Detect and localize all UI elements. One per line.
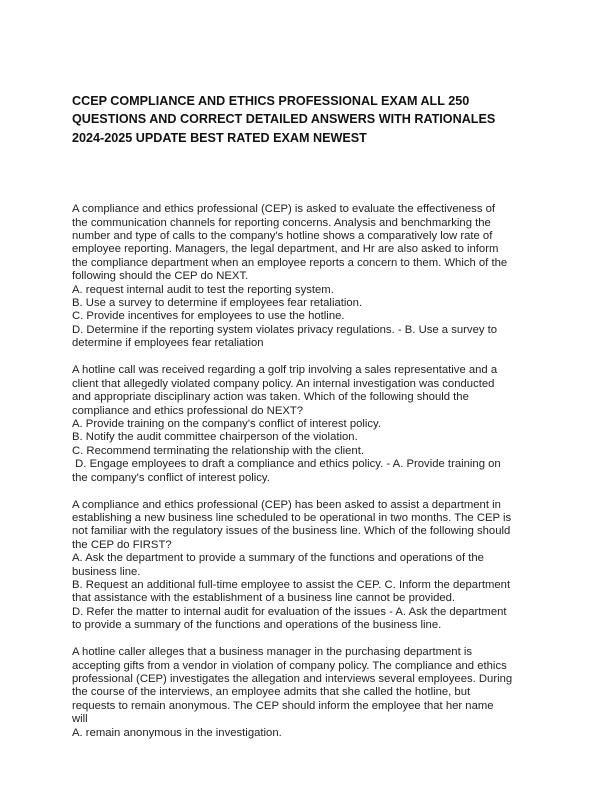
question-block-3 (72, 499, 542, 633)
option-line: to provide a summary of the functions and operations of the business line. (72, 619, 442, 632)
text-line: the compliance department when an employee reports a concern to them. Which of the (72, 256, 508, 269)
title-line: 2024-2025 UPDATE BEST RATED EXAM NEWEST (72, 130, 367, 145)
document-title (72, 92, 542, 147)
text-line: the communication channels for reporting concerns. Analysis and benchmarking the (72, 216, 491, 229)
option-line: D. Engage employees to draft a compliance and ethics policy. - A. Provide training on (72, 458, 501, 471)
text-line: A compliance and ethics professional (CEP) is asked to evaluate the effectiveness of (72, 203, 496, 216)
text-line: establishing a new business line scheduled to be operational in two months. The CEP is (72, 511, 512, 524)
option-line: B. Notify the audit committee chairperson of the violation. (72, 431, 358, 444)
option-line: A. remain anonymous in the investigation. (72, 726, 282, 739)
text-line: A hotline call was received regarding a golf trip involving a sales representative and a (72, 364, 498, 377)
text-line: A compliance and ethics professional (CEP) has been asked to assist a department in (72, 498, 501, 511)
option-line: A. Ask the department to provide a summary of the functions and operations of the (72, 552, 484, 565)
text-line: will (72, 713, 88, 726)
text-line: employee reporting. Managers, the legal department, and Hr are also asked to inform (72, 243, 499, 256)
option-line: B. Request an additional full-time employee to assist the CEP. C. Inform the department (72, 578, 511, 591)
text-line: compliance and ethics professional do NEXT? (72, 404, 304, 417)
option-line: that assistance with the establishment of a business line cannot be provided. (72, 592, 456, 605)
text-line: the course of the interviews, an employee admits that she called the hotline, but (72, 686, 471, 699)
option-line: B. Use a survey to determine if employees fear retaliation. (72, 297, 363, 310)
question-block-2 (72, 364, 542, 485)
option-line: D. Refer the matter to internal audit for evaluation of the issues - A. Ask the department (72, 605, 507, 618)
option-line: the company's conflict of interest policy. (72, 471, 270, 484)
option-line: C. Provide incentives for employees to use the hotline. (72, 310, 345, 323)
option-line: A. request internal audit to test the reporting system. (72, 283, 334, 296)
text-line: client that allegedly violated company policy. An internal investigation was conducted (72, 377, 495, 390)
text-line: professional (CEP) investigates the allegation and interviews several employees. During (72, 673, 513, 685)
question-block-4 (72, 646, 542, 740)
option-line: C. Recommend terminating the relationship with the client. (72, 444, 364, 457)
text-line: the CEP do FIRST? (72, 538, 172, 551)
option-line: business line. (72, 565, 141, 578)
text-line: accepting gifts from a vendor in violation of company policy. The compliance and ethics (72, 659, 507, 672)
option-line: determine if employees fear retaliation (72, 337, 264, 350)
document-body (72, 203, 542, 740)
title-line: QUESTIONS AND CORRECT DETAILED ANSWERS WITH RATIONALES (72, 112, 496, 127)
title-line: CCEP COMPLIANCE AND ETHICS PROFESSIONAL EXAM ALL 250 (72, 94, 470, 108)
text-line: A hotline caller alleges that a business manager in the purchasing department is (72, 646, 473, 659)
text-line: and appropriate disciplinary action was taken. Which of the following should the (72, 391, 469, 404)
text-line: requests to remain anonymous. The CEP should inform the employee that her name (72, 699, 494, 712)
option-line: A. Provide training on the company's conflict of interest policy. (72, 417, 381, 430)
text-line: following should the CEP do NEXT. (72, 270, 249, 283)
document-page (72, 92, 542, 754)
text-line: number and type of calls to the company's hotline shows a comparatively low rate of (72, 230, 493, 243)
text-line: not familiar with the regulatory issues of the business line. Which of the following should (72, 525, 511, 538)
question-block-1 (72, 203, 542, 350)
option-line: D. Determine if the reporting system violates privacy regulations. - B. Use a survey to (72, 323, 498, 336)
